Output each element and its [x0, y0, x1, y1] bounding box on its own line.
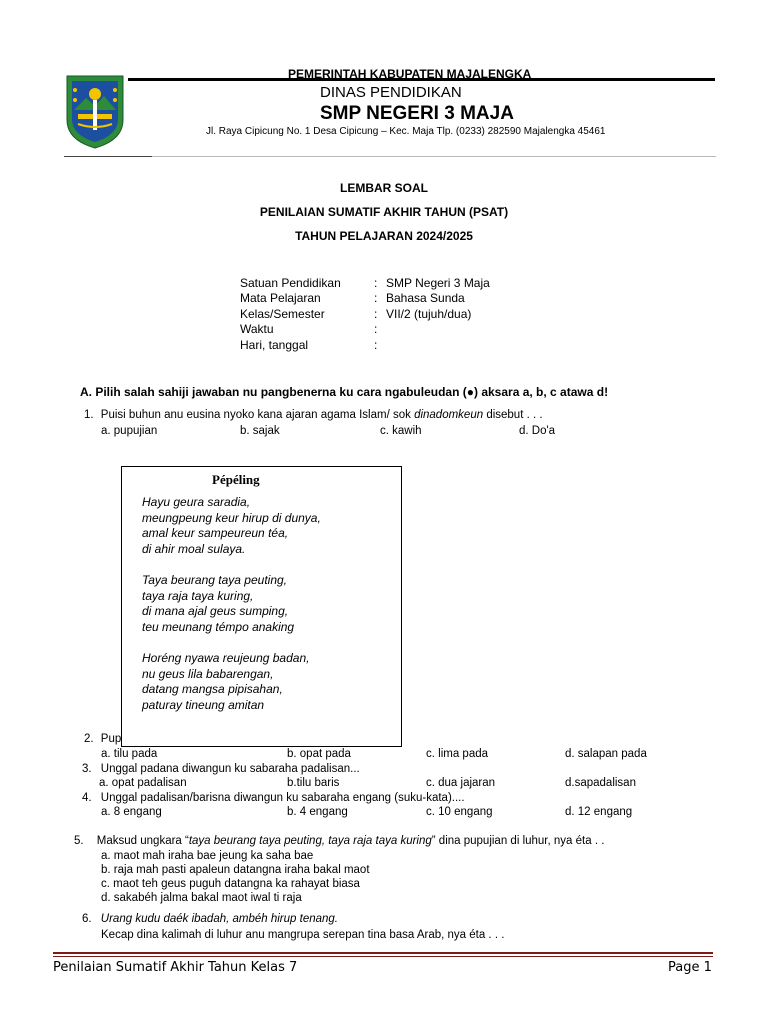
option-d[interactable]: d. sakabéh jalma bakal maot iwal ti raja — [101, 892, 302, 904]
identity-value: SMP Negeri 3 Maja — [386, 276, 490, 290]
identity-colon: : — [374, 322, 378, 336]
identity-label: Hari, tanggal — [240, 338, 309, 352]
footer-rule-thin — [53, 956, 713, 957]
option-a[interactable]: a. opat padalisan — [99, 777, 187, 789]
poem-line: datang mangsa pipisahan, — [142, 682, 283, 696]
section-a-instruction: A. Pilih salah sahiji jawaban nu pangbenerna ku cara ngabuleudan (●) aksara a, b, c atawa d! — [80, 385, 609, 399]
identity-label: Mata Pelajaran — [240, 291, 321, 305]
question-number: 2. — [84, 733, 94, 745]
option-b[interactable]: b. 4 engang — [287, 806, 348, 818]
option-d[interactable]: d. 12 engang — [565, 806, 633, 818]
option-c[interactable]: c. lima pada — [426, 748, 489, 760]
question-3 — [82, 763, 360, 775]
school-address: Jl. Raya Cipicung No. 1 Desa Cipicung – Kec. Maja Tlp. (0233) 282590 Majalengka 45461 — [206, 126, 606, 137]
option-c[interactable]: c. 10 engang — [426, 806, 493, 818]
identity-label: Waktu — [240, 322, 274, 336]
identity-value: Bahasa Sunda — [386, 291, 465, 305]
header-divider — [64, 156, 716, 157]
question-text-italic: taya beurang taya peuting, taya raja taya kuring — [188, 835, 432, 847]
poem-line: Horéng nyawa reujeung badan, — [142, 651, 310, 665]
option-b[interactable]: b. raja mah pasti apaleun datangna iraha bakal maot — [101, 864, 370, 876]
question-number: 1. — [84, 409, 94, 421]
option-a[interactable]: a. maot mah iraha bae jeung ka saha bae — [101, 850, 314, 862]
identity-colon: : — [374, 338, 378, 352]
option-b[interactable]: b.tilu baris — [287, 777, 340, 789]
poem-line: taya raja taya kuring, — [142, 589, 254, 603]
poem-line: paturay tineung amitan — [142, 698, 265, 712]
question-text: Unggal padana diwangun ku sabaraha padalisan... — [100, 763, 360, 775]
question-5 — [74, 835, 604, 847]
question-6-line-2: Kecap dina kalimah di luhur anu mangrupa serepan tina basa Arab, nya éta . . . — [101, 929, 505, 941]
school-name: SMP NEGERI 3 MAJA — [320, 103, 514, 124]
government-name: PEMERINTAH KABUPATEN MAJALENGKA — [288, 67, 532, 81]
option-d[interactable]: d. salapan pada — [565, 748, 647, 760]
poem-line: teu meunang témpo anaking — [142, 620, 295, 634]
option-d[interactable]: d.sapadalisan — [565, 777, 636, 789]
question-1 — [84, 409, 543, 421]
identity-colon: : — [374, 276, 378, 290]
question-number: 4. — [82, 792, 92, 804]
identity-value: VII/2 (tujuh/dua) — [386, 307, 472, 321]
option-c[interactable]: c. maot teh geus puguh datangna ka rahayat biasa — [101, 878, 360, 890]
option-a[interactable]: a. 8 engang — [101, 806, 162, 818]
identity-colon: : — [374, 291, 378, 305]
poem-line: di mana ajal geus sumping, — [142, 604, 289, 618]
exam-title: PENILAIAN SUMATIF AKHIR TAHUN (PSAT) — [259, 205, 509, 219]
question-text: Unggal padalisan/barisna diwangun ku sabaraha engang (suku-kata).... — [100, 792, 465, 804]
question-text-italic: dinadomkeun — [414, 409, 484, 421]
option-b[interactable]: b. opat pada — [287, 748, 351, 760]
poem-title: Pépéling — [212, 472, 260, 487]
department-name: DINAS PENDIDIKAN — [320, 84, 462, 101]
option-c[interactable]: c. kawih — [380, 425, 422, 437]
identity-label: Satuan Pendidikan — [240, 276, 341, 290]
option-c[interactable]: c. dua jajaran — [426, 777, 496, 789]
footer-rule-thick — [53, 952, 713, 954]
option-d[interactable]: d. Do'a — [519, 425, 556, 437]
question-text: Puisi buhun anu eusina nyoko kana ajaran agama Islam/ sok — [100, 409, 415, 421]
doc-title: LEMBAR SOAL — [340, 181, 428, 195]
option-a[interactable]: a. tilu pada — [101, 748, 158, 760]
question-number: 5. — [74, 835, 84, 847]
question-2 — [84, 733, 121, 745]
identity-colon: : — [374, 307, 378, 321]
header-divider-accent — [64, 156, 152, 157]
identity-label: Kelas/Semester — [240, 307, 325, 321]
question-6 — [82, 913, 338, 925]
poem-line: nu geus lila babarengan, — [142, 667, 274, 681]
question-text-italic: Urang kudu daék ibadah, ambéh hirup tenang. — [100, 913, 338, 925]
question-text-end: ” dina pupujian di luhur, nya éta . . — [431, 835, 605, 847]
question-text-end: disebut . . . — [483, 409, 543, 421]
question-number: 6. — [82, 913, 92, 925]
poem-line: meungpeung keur hirup di dunya, — [142, 511, 321, 525]
question-text: Pup — [100, 733, 122, 745]
poem-line: amal keur sampeureun téa, — [142, 526, 289, 540]
poem-line: di ahir moal sulaya. — [142, 542, 246, 556]
regency-logo — [64, 70, 126, 150]
question-number: 3. — [82, 763, 92, 775]
poem-line: Hayu geura saradia, — [142, 495, 251, 509]
academic-year: TAHUN PELAJARAN 2024/2025 — [295, 229, 473, 243]
footer-title: Penilaian Sumatif Akhir Tahun Kelas 7 — [53, 960, 298, 975]
option-a[interactable]: a. pupujian — [101, 425, 158, 437]
question-4 — [82, 792, 465, 804]
page-number: Page 1 — [668, 960, 712, 975]
option-b[interactable]: b. sajak — [240, 425, 280, 437]
poem-line: Taya beurang taya peuting, — [142, 573, 288, 587]
question-text: Maksud ungkara “ — [96, 835, 189, 847]
